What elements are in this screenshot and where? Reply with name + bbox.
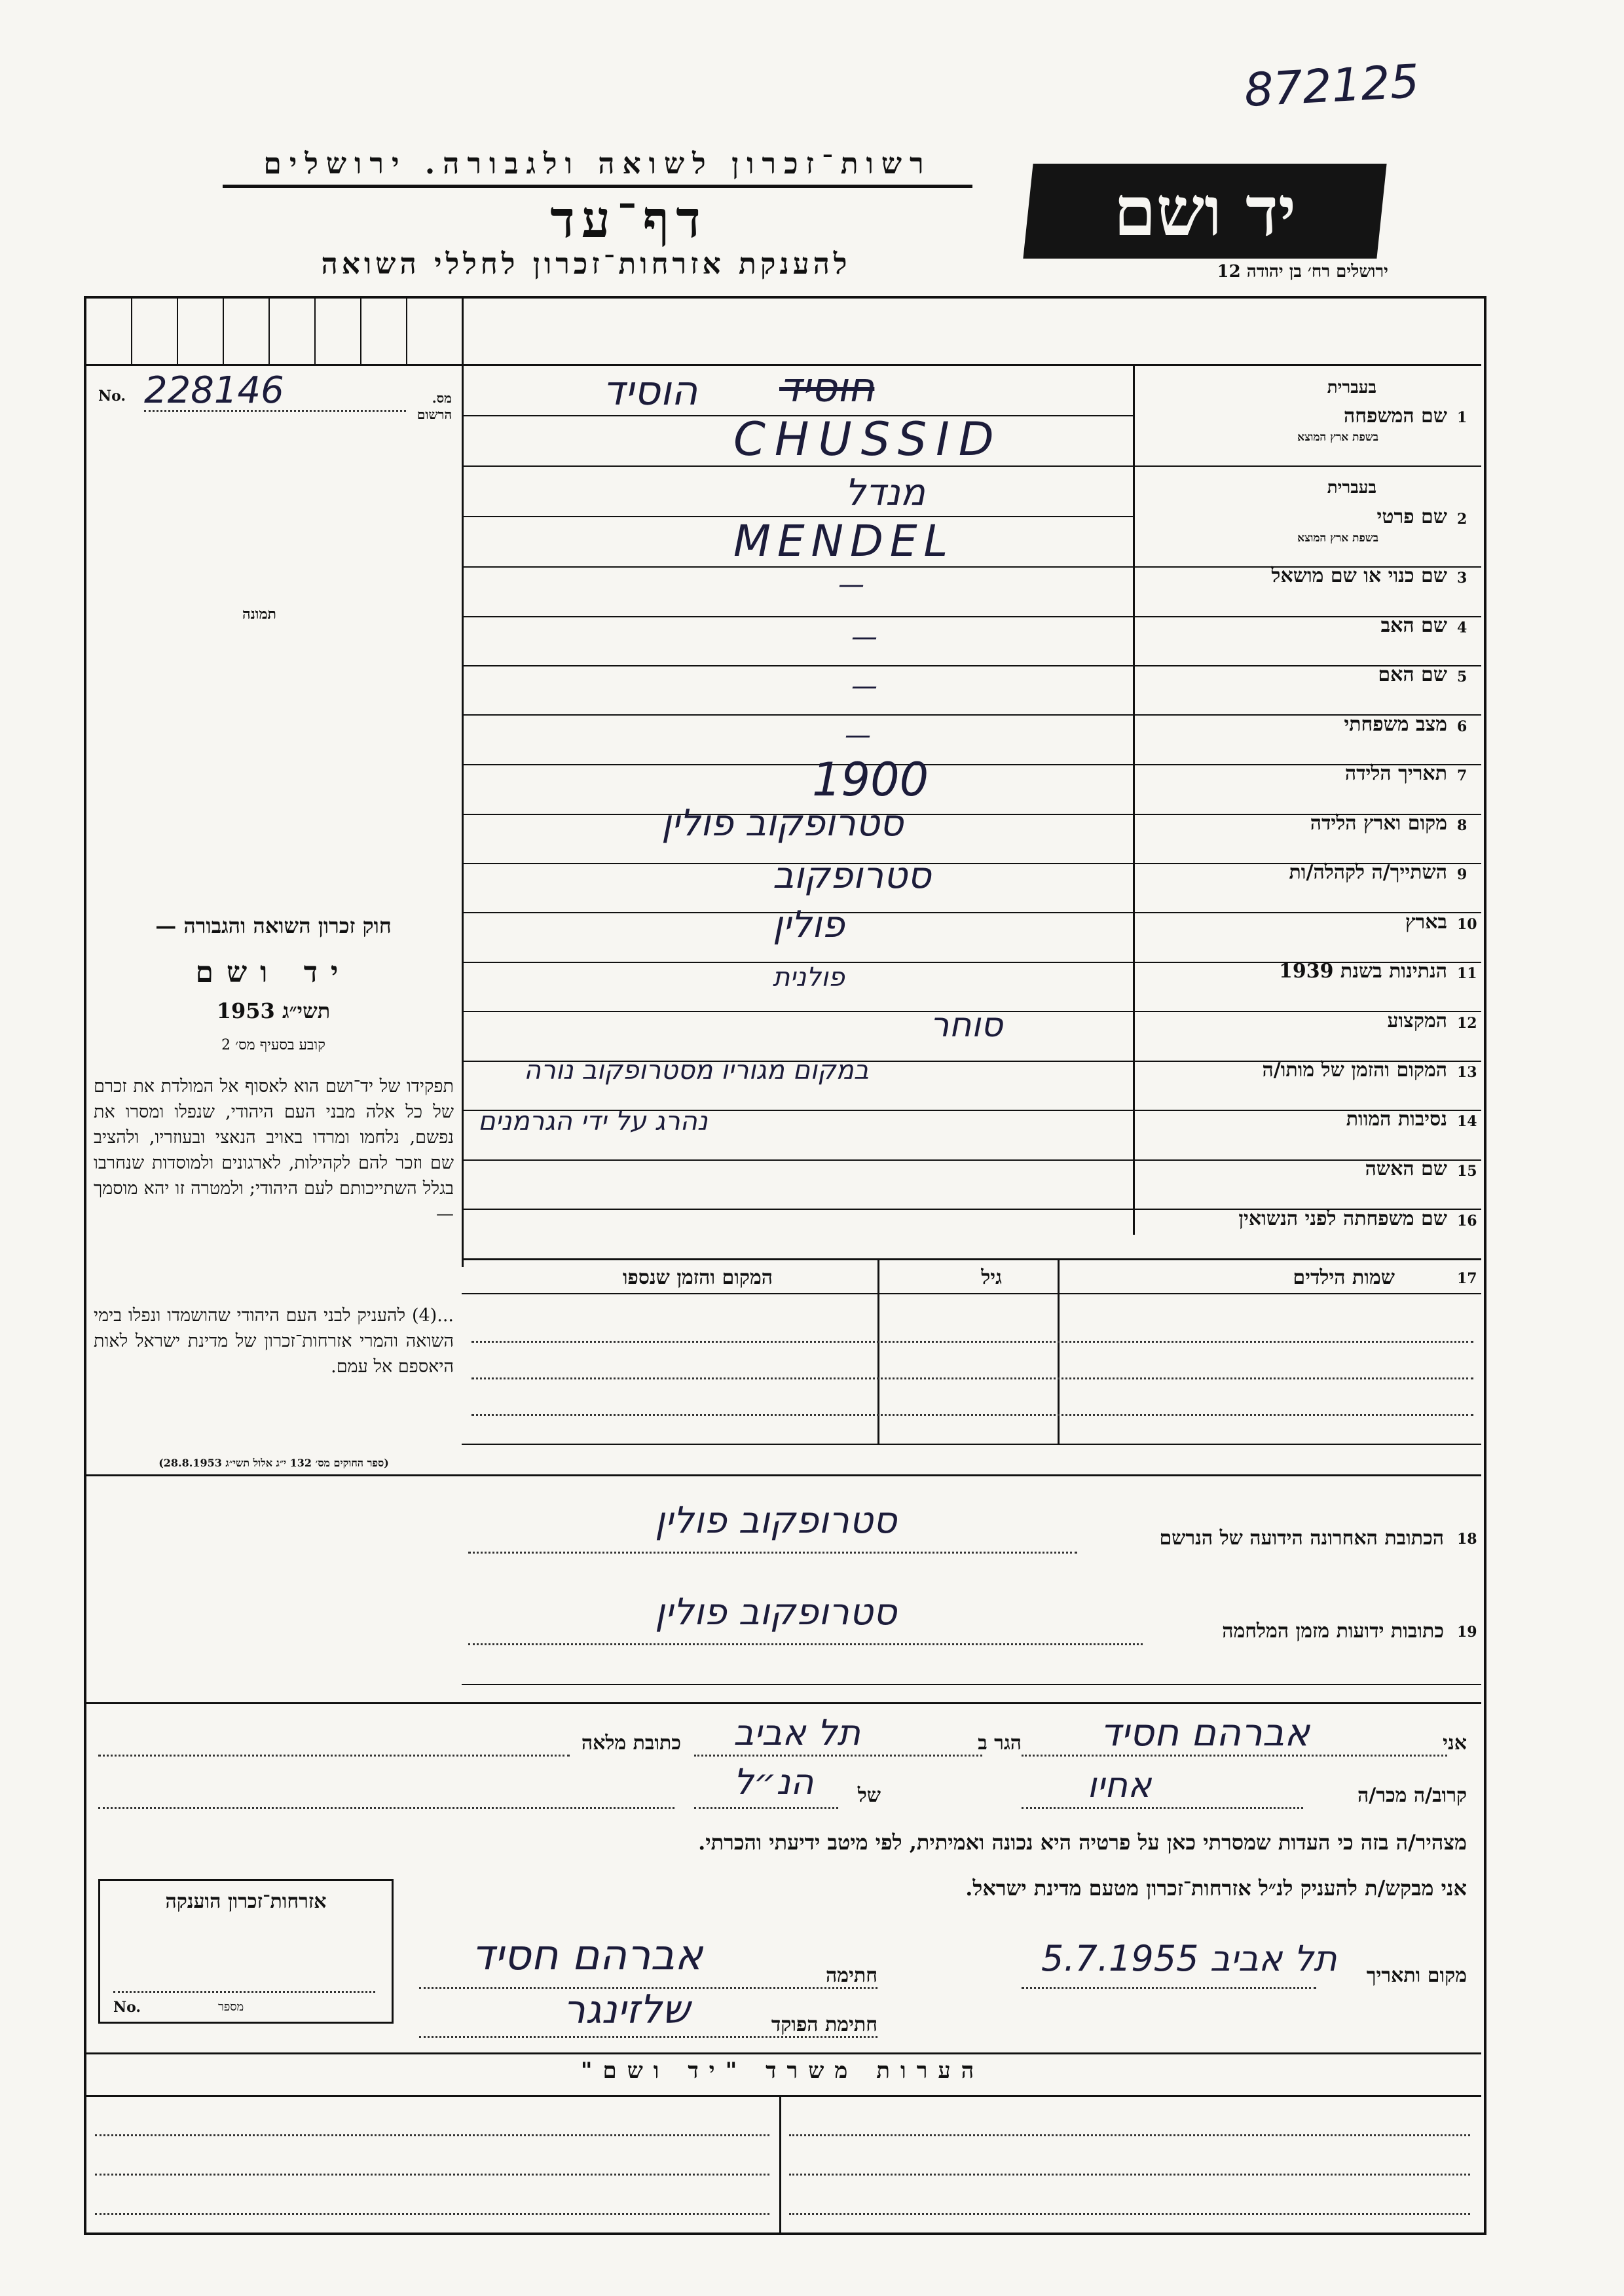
- place-date-value: תל אביב 5.7.1955: [1041, 1938, 1337, 1979]
- field-11-value: פולנית: [773, 962, 845, 993]
- row-line: [462, 665, 1481, 666]
- law-year: תשי״ג 1953: [216, 998, 331, 1023]
- officer-signature: שלזינגר: [563, 1987, 690, 2033]
- children-bottom-line: [462, 1444, 1481, 1445]
- box-sep: [406, 299, 407, 364]
- row-line: [462, 764, 1481, 765]
- stamp-box-no: No.: [113, 1999, 141, 2016]
- field-13-number: 13: [1457, 1064, 1477, 1081]
- declarant-of-label: של: [857, 1784, 881, 1807]
- remarks-dots: [789, 2174, 1470, 2176]
- row-line: [462, 1159, 1481, 1161]
- address-top-line: [84, 1474, 1481, 1476]
- declarant-of-dots: [694, 1807, 838, 1809]
- row-line: [462, 616, 1481, 617]
- children-col-divider: [877, 1260, 879, 1444]
- declarant-of-value: הנ״ל: [733, 1761, 814, 1802]
- declarant-relative-label: קרוב/ה מכר/ה: [1357, 1784, 1467, 1807]
- field-7-label: תאריך הלידה: [1344, 762, 1447, 785]
- field-19-number: 19: [1457, 1624, 1477, 1641]
- field-9-label: השתייך/ה לקהלה/ות: [1289, 861, 1447, 884]
- field-13-label: המקום והזמן של מותו/ה: [1262, 1059, 1447, 1082]
- remarks-dots: [95, 2213, 769, 2215]
- logo-address: ירושלים רח׳ בן יהודה 12: [1217, 262, 1388, 282]
- field-2-hebrew-sublabel: בעברית: [1327, 478, 1376, 498]
- field-8-value: סטרופקוב פולין: [661, 802, 904, 845]
- field-1-latin-value: CHUSSID: [733, 412, 1003, 466]
- registration-dots: [144, 410, 406, 412]
- row-line: [462, 1258, 1481, 1260]
- field-2-hebrew-value: מנדל: [845, 471, 925, 514]
- remarks-title-line: [84, 2095, 1481, 2097]
- registration-row: [98, 369, 452, 422]
- field-5-number: 5: [1457, 668, 1467, 685]
- declarant-name: אברהם חסיד: [1100, 1710, 1310, 1755]
- field-2-latin-value: MENDEL: [733, 516, 955, 566]
- field-6-number: 6: [1457, 718, 1467, 735]
- declarant-relation-dots: [1022, 1807, 1303, 1809]
- field-18-label: הכתובת האחרונה הידועה של הנרשם: [1159, 1527, 1444, 1550]
- officer-signature-label: חתימת הפוקד: [771, 2013, 877, 2036]
- field-14-value: נהרג על ידי הגרמנים: [478, 1106, 708, 1137]
- field-10-label: בארץ: [1405, 911, 1447, 934]
- field-12-number: 12: [1457, 1015, 1477, 1032]
- address-bottom-line: [462, 1684, 1481, 1685]
- children-col-divider: [1058, 1260, 1060, 1444]
- field-15-label: שם האשה: [1365, 1157, 1447, 1180]
- field-2-label: שם פרטי: [1376, 505, 1447, 528]
- declarant-city-dots: [694, 1755, 982, 1757]
- field-19-dots: [468, 1643, 1143, 1645]
- archive-number: 872125: [1243, 54, 1421, 117]
- field-16-label: שם משפחתה לפני הנשואין: [1238, 1207, 1447, 1230]
- field-7-value: 1900: [812, 753, 929, 807]
- remarks-dots: [789, 2213, 1470, 2215]
- law-title: חוק זכרון השואה והגבורה —: [155, 913, 392, 938]
- field-9-value: סטרופקוב: [773, 854, 931, 897]
- registration-number: 228146: [144, 369, 284, 412]
- field-7-number: 7: [1457, 767, 1467, 784]
- place-date-label: מקום ותאריך: [1366, 1964, 1467, 1987]
- declarant-ani-label: אני: [1443, 1732, 1467, 1755]
- children-col-age: גיל: [981, 1266, 1002, 1289]
- field-15-number: 15: [1457, 1163, 1477, 1180]
- box-sep: [223, 299, 224, 364]
- logo-text: יד ושם: [1113, 171, 1297, 251]
- field-18-number: 18: [1457, 1531, 1477, 1548]
- divider-left: [462, 296, 464, 1267]
- field-1-hebrew-sublabel: בעברית: [1327, 378, 1376, 397]
- children-row-dots: [471, 1377, 1473, 1379]
- remarks-dots: [95, 2134, 769, 2136]
- field-4-label: שם האב: [1380, 614, 1447, 637]
- field-11-number: 11: [1457, 965, 1477, 982]
- field-18-dots: [468, 1552, 1077, 1554]
- registration-prefix: No.: [98, 388, 126, 405]
- signature-label: חתימה: [826, 1964, 877, 1987]
- field-5-label: שם האם: [1378, 663, 1447, 686]
- place-date-dots: [1022, 1987, 1316, 1989]
- row-line: [462, 714, 1481, 716]
- declarant-resides-label: הגר ב: [978, 1732, 1022, 1755]
- field-8-label: מקום וארץ הלידה: [1310, 812, 1447, 835]
- field-5-value: —: [851, 671, 877, 701]
- law-body-clause: ...(4) להעניק לבני העם היהודי שהושמדו ונפלו בימי השואה והמרי אזרחות־זכרון של מדינת ישראל לאות היאספם אל עמם.: [94, 1305, 454, 1377]
- field-1-label: שם המשפחה: [1343, 405, 1447, 428]
- top-row-line: [462, 364, 1481, 366]
- box-sep: [268, 299, 270, 364]
- citizenship-stamp-box: [98, 1879, 394, 2024]
- declarant-name-dots: [1022, 1755, 1447, 1757]
- remarks-title: הערות משרד "יד ושם": [580, 2058, 985, 2084]
- field-10-value: פולין: [773, 903, 845, 946]
- field-11-label: הנתינות בשנת 1939: [1278, 960, 1447, 983]
- boxes-bottom: [84, 364, 462, 366]
- field-1-hebrew-value: הוסיד: [602, 367, 698, 414]
- field-19-label: כתובות ידועות מזמן המלחמה: [1222, 1620, 1444, 1643]
- children-row-dots: [471, 1341, 1473, 1343]
- declarant-city: תל אביב: [733, 1712, 860, 1753]
- field-9-number: 9: [1457, 866, 1467, 883]
- law-name: יד ושם: [195, 956, 352, 989]
- children-col-place: המקום והזמן שנספו: [622, 1266, 773, 1289]
- declaration-statement: מצהיר/ה בזה כי העדות שמסרתי כאן על פרטיה היא נכונה ואמיתית, לפי מיטב ידיעתי והכרתי.: [698, 1830, 1467, 1855]
- form-title: דף־עד: [550, 190, 707, 249]
- photo-label: תמונה: [242, 606, 276, 623]
- field-6-value: —: [845, 720, 871, 750]
- row-line: [462, 912, 1481, 913]
- authority-name: רשות־זכרון לשואה ולגבורה. ירושלים: [223, 147, 972, 188]
- officer-signature-dots: [419, 2036, 877, 2038]
- remarks-dots: [95, 2174, 769, 2176]
- form-subtitle: להענקת אזרחות־זכרון לחללי השואה: [321, 247, 851, 281]
- field-2-number: 2: [1457, 511, 1467, 528]
- declaration-top-line: [84, 1702, 1481, 1704]
- field-4-number: 4: [1457, 619, 1467, 636]
- stamp-box-title: אזרחות־זכרון הוענקה: [165, 1890, 327, 1913]
- field-3-number: 3: [1457, 570, 1467, 587]
- field-16-number: 16: [1457, 1212, 1477, 1230]
- children-header-line: [462, 1293, 1481, 1294]
- registration-label: מס. הרשום: [416, 390, 452, 422]
- law-citation: (ספר החוקים מס׳ 132 י״ג אלול תשי״ג 28.8.1953): [158, 1457, 389, 1469]
- box-sep: [314, 299, 316, 364]
- field-12-value: סוחר: [930, 1006, 1003, 1045]
- field-10-number: 10: [1457, 916, 1477, 933]
- remarks-top-line: [84, 2052, 1481, 2054]
- declarant-signature: אברהם חסיד: [471, 1931, 703, 1980]
- field-12-label: המקצוע: [1387, 1010, 1447, 1032]
- field-3-value: —: [838, 570, 864, 600]
- field-1-country-sublabel: בשפת ארץ המוצא: [1297, 431, 1378, 444]
- yad-vashem-logo: [1023, 164, 1386, 259]
- box-sep: [177, 299, 178, 364]
- box-sep: [131, 299, 132, 364]
- field-8-number: 8: [1457, 817, 1467, 834]
- declaration-request: אני מבקש/ת להעניק לנ״ל אזרחות־זכרון מטעם מדינת ישראל.: [965, 1876, 1467, 1901]
- stamp-box-number-label: מספר: [218, 2000, 244, 2014]
- law-clause: קובע בסעיף מס׳ 2: [221, 1037, 325, 1053]
- field-6-label: מצב משפחתי: [1344, 713, 1447, 736]
- declarant-address-dots: [98, 1755, 570, 1757]
- field-1-struck-value: חוסיד: [779, 363, 875, 411]
- field-13-value: במקום מגוריו מסטרופקוב נורה: [524, 1055, 869, 1085]
- remarks-col-divider: [779, 2095, 781, 2232]
- children-col-names: שמות הילדים: [1293, 1266, 1395, 1289]
- law-body: תפקידו של יד־ושם הוא לאסוף אל המולדת את זכרם של כל אלה מבני העם היהודי, שנפלו ומסרו את נפשם, נלחמו ומרדו באויב הנאצי ובעוזריו, ולהציב שם וזכר להם לקהילות, לארגונים ולמוסדות שנחרבו בגלל השתייכותם לעם היהודי; ולמטרה זו יהא מוסמך —: [94, 1076, 454, 1224]
- field-4-value: —: [851, 622, 877, 652]
- declarant-relation: אחיו: [1087, 1764, 1152, 1806]
- children-number: 17: [1457, 1270, 1477, 1287]
- stamp-box-dots: [113, 1991, 375, 1993]
- field-1-number: 1: [1457, 409, 1467, 426]
- field-14-label: נסיבות המוות: [1346, 1108, 1447, 1131]
- field-14-number: 14: [1457, 1113, 1477, 1130]
- field-18-value: סטרופקוב פולין: [655, 1499, 897, 1542]
- field-2-country-sublabel: בשפת ארץ המוצא: [1297, 532, 1378, 545]
- box-sep: [360, 299, 361, 364]
- declarant-of-extra-dots: [98, 1807, 674, 1809]
- remarks-dots: [789, 2134, 1470, 2136]
- divider-labels: [1133, 364, 1135, 1235]
- field-3-label: שם כנוי או שם מושאל: [1271, 564, 1447, 587]
- declarant-full-address-label: כתובת מלאה: [581, 1732, 681, 1755]
- field-19-value: סטרופקוב פולין: [655, 1591, 897, 1633]
- children-row-dots: [471, 1414, 1473, 1416]
